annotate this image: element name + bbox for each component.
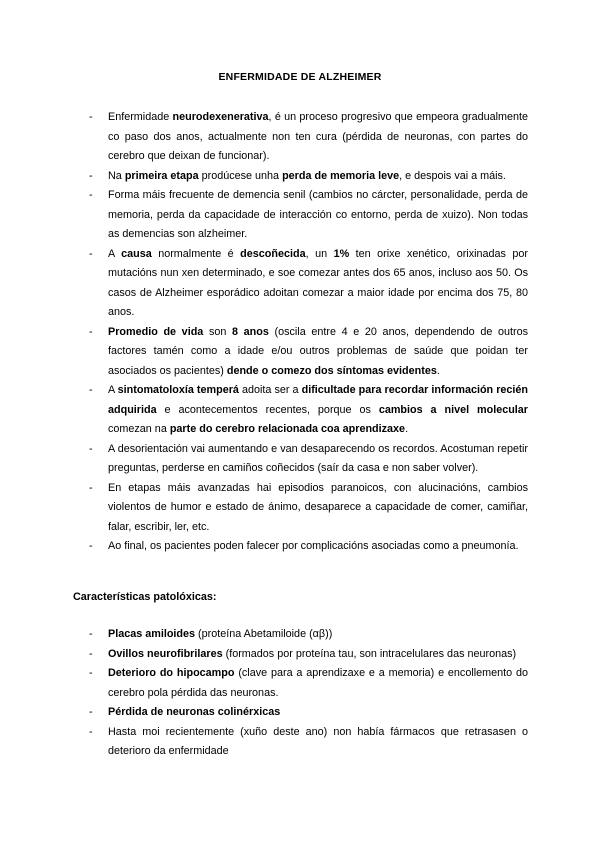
bullet-dash: - <box>89 247 93 260</box>
bold-text: Promedio de vida <box>108 325 204 338</box>
bullet-dash: - <box>89 111 93 123</box>
text: A <box>108 247 122 260</box>
text: son <box>203 325 232 338</box>
text: normalmente é <box>151 247 241 260</box>
bold-text: 1% <box>333 247 350 260</box>
list-item <box>88 186 528 245</box>
text: . <box>436 364 440 377</box>
text: Enfermidade <box>108 111 173 123</box>
list-item <box>88 479 528 538</box>
bullet-dash: - <box>89 169 93 182</box>
list-item <box>88 723 528 762</box>
bullet-dash: - <box>89 442 93 455</box>
text: A <box>108 384 118 396</box>
list-item <box>88 323 528 382</box>
list-item <box>88 440 528 479</box>
text: adoita ser a <box>238 384 302 396</box>
bullet-dash: - <box>89 706 93 718</box>
list-item <box>88 167 528 187</box>
list-item <box>88 664 528 703</box>
bold-text: parte do cerebro relacionada coa aprendizaxe <box>169 423 406 435</box>
text: (formados por proteína tau, son intracelulares das neuronas) <box>222 647 517 660</box>
list-item <box>88 108 528 167</box>
bullet-dash: - <box>89 667 93 679</box>
bold-text: Deterioro do hipocampo <box>108 667 235 679</box>
text: Ao final, os pacientes poden falecer por complicacións asociadas como a pneumonía. <box>108 540 519 552</box>
text: (proteína Abetamiloide (αβ)) <box>195 628 333 640</box>
bullet-dash: - <box>89 647 93 660</box>
text: ten orixe xenético, orixinadas por mutacións nun xen determinado, e soe comezar antes dos 65 anos, incluso aos 50. Os casos de Alzheimer esporádico adoitan comezar a maior idade por encima dos 75, 80 anos. <box>108 247 529 318</box>
text: (oscila entre 4 e 20 anos, dependendo de outros factores tamén como a idade e/ou outros problemas de saúde que poidan ter asociados os pacientes) <box>108 325 528 377</box>
text: En etapas máis avanzadas hai episodios paranoicos, con alucinacións, cambios violentos de humor e estado de ánimo, desaparece a capacidade de comer, camiñar, falar, escribir, ler, etc. <box>108 481 528 533</box>
bold-text: dende o comezo dos síntomas evidentes <box>226 364 437 377</box>
bold-text: causa <box>121 247 152 260</box>
text: . <box>405 423 409 435</box>
list-item <box>88 703 528 723</box>
text: A desorientación vai aumentando e van desaparecendo os recordos. Acostuman repetir preguntas, perderse en camiños coñecidos (saír da casa e non saber volver). <box>108 442 528 474</box>
text: , e despois vai a máis. <box>399 169 506 182</box>
section-heading: Características patolóxicas: <box>73 591 217 603</box>
list-item <box>88 625 528 645</box>
bold-text: perda de memoria leve <box>282 169 400 182</box>
bold-text: Pérdida de neuronas colinérxicas <box>108 706 281 718</box>
bullet-dash: - <box>89 384 93 396</box>
bold-text: dificultade para recordar información recién adquirida <box>108 384 529 416</box>
bold-text: primeira etapa <box>124 169 199 182</box>
text: prodúcese unha <box>198 169 283 182</box>
bold-text: 8 anos <box>232 325 269 338</box>
bullet-dash: - <box>89 540 93 552</box>
bold-text: Ovillos neurofibrilares <box>108 647 223 660</box>
list-item <box>88 645 528 665</box>
text: (clave para a aprendizaxe e a memoria) e encollemento do cerebro pola pérdida das neuronas. <box>108 667 528 699</box>
text: , é un proceso progresivo que empeora gradualmente co paso dos anos, actualmente non ten cura (pérdida de neuronas, con partes do cerebro que deixan de funcionar). <box>108 111 528 162</box>
bold-text: descoñecida <box>240 247 306 260</box>
page-title: ENFERMIDADE DE ALZHEIMER <box>218 71 382 83</box>
text: Hasta moi recientemente (xuño deste ano) non había fármacos que retrasasen o deterioro da enfermidade <box>108 725 528 757</box>
bold-text: neurodexenerativa <box>172 111 269 123</box>
text: Na <box>108 169 125 182</box>
text: , un <box>305 247 334 260</box>
text: comezan na <box>108 423 170 435</box>
list-item <box>88 245 528 323</box>
bullet-dash: - <box>89 189 93 201</box>
bullet-dash: - <box>89 481 93 494</box>
list-item <box>88 537 528 557</box>
list-item <box>88 381 528 440</box>
bullet-dash: - <box>89 725 93 738</box>
bullet-dash: - <box>89 325 93 338</box>
bold-text: cambios a nivel molecular <box>378 403 529 416</box>
bullet-dash: - <box>89 628 93 640</box>
bold-text: Placas amiloides <box>108 628 196 640</box>
text: Forma máis frecuente de demencia senil (cambios no cárcter, personalidade, perda de memoria, perda da capacidade de interacción co entorno, perda de xuizo). Non todas as demencias son alzheimer. <box>108 189 528 240</box>
bold-text: sintomatoloxía temperá <box>117 384 239 396</box>
bullet-list-main <box>88 108 528 557</box>
text: e acontecementos recentes, porque os <box>156 403 379 416</box>
bullet-list-pathology <box>88 625 528 762</box>
